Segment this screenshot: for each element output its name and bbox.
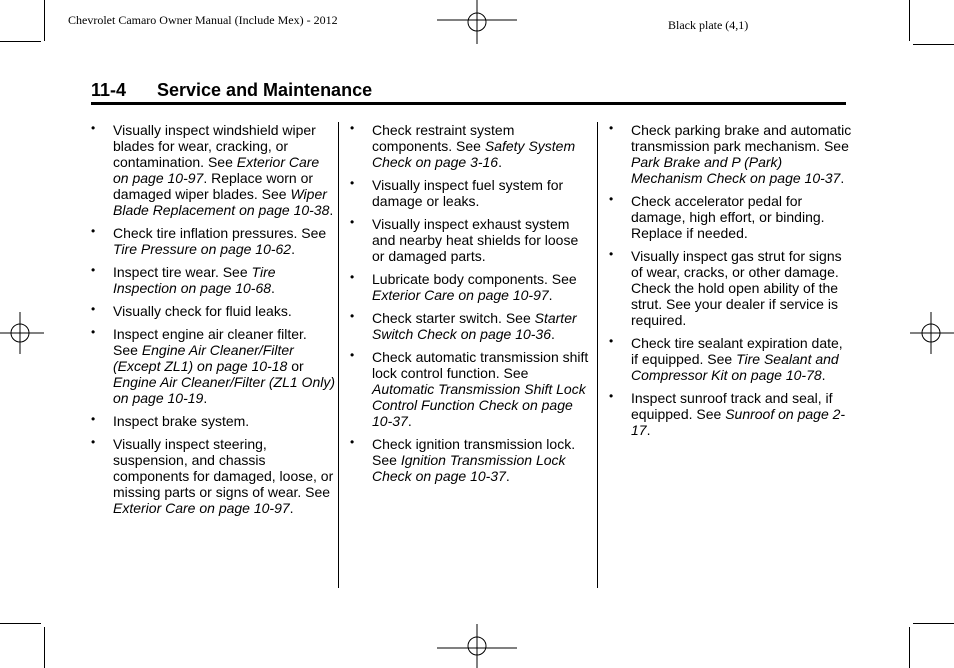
crop-mark bbox=[44, 0, 45, 41]
list-item-text: Check automatic transmission shift lock control function. See Automatic Transmission Shift Lock Control Function Check on page 10-37. bbox=[372, 349, 589, 429]
list-item-text: Inspect tire wear. See Tire Inspection on page 10-68. bbox=[113, 264, 276, 296]
bullet-icon: • bbox=[91, 263, 96, 277]
list-item-text: Inspect sunroof track and seal, if equipped. See Sunroof on page 2-17. bbox=[631, 390, 846, 438]
running-header-left: Chevrolet Camaro Owner Manual (Include Mex) - 2012 bbox=[68, 13, 338, 27]
list-item-text: Check parking brake and automatic transmission park mechanism. See Park Brake and P (Park) Mechanism Check on page 10-37. bbox=[631, 122, 852, 186]
bullet-icon: • bbox=[350, 348, 355, 362]
list-item bbox=[350, 270, 594, 303]
list-item-text: Visually inspect exhaust system and nearby heat shields for loose or damaged parts. bbox=[372, 216, 579, 264]
registration-mark-right bbox=[910, 312, 954, 354]
list-item bbox=[91, 224, 335, 257]
list-item bbox=[91, 263, 335, 296]
bullet-icon: • bbox=[91, 325, 96, 339]
registration-mark-bottom bbox=[437, 624, 517, 668]
bullet-icon: • bbox=[350, 435, 355, 449]
heading-rule bbox=[91, 102, 846, 105]
registration-mark-left bbox=[0, 312, 44, 354]
list-item-text: Check accelerator pedal for damage, high effort, or binding. Replace if needed. bbox=[631, 193, 825, 241]
list-item bbox=[350, 176, 594, 209]
list-item-text: Check ignition transmission lock. See Ignition Transmission Lock Check on page 10-37. bbox=[372, 436, 576, 484]
bullet-icon: • bbox=[350, 309, 355, 323]
crop-mark bbox=[913, 623, 954, 624]
text-column-1 bbox=[91, 121, 336, 516]
bullet-icon: • bbox=[350, 176, 355, 190]
list-item-text: Check restraint system components. See Safety System Check on page 3-16. bbox=[372, 122, 576, 170]
list-item bbox=[350, 215, 594, 264]
list-item-text: Check tire inflation pressures. See Tire Pressure on page 10-62. bbox=[113, 225, 327, 257]
section-heading bbox=[91, 80, 372, 101]
section-number: 11-4 bbox=[91, 80, 127, 100]
text-column-2 bbox=[350, 121, 594, 484]
list-item bbox=[91, 412, 335, 429]
list-item bbox=[91, 302, 335, 319]
bullet-icon: • bbox=[609, 389, 614, 403]
list-item-text: Visually inspect fuel system for damage or leaks. bbox=[372, 177, 564, 209]
list-item bbox=[350, 121, 594, 170]
bullet-icon: • bbox=[350, 215, 355, 229]
list-item bbox=[350, 309, 594, 342]
bullet-icon: • bbox=[91, 302, 96, 316]
list-item-text: Visually inspect steering, suspension, and chassis components for damaged, loose, or missing parts or signs of wear. See Exterior Care on page 10-97. bbox=[113, 436, 334, 516]
bullet-icon: • bbox=[91, 121, 96, 135]
crop-mark bbox=[909, 627, 910, 668]
list-item bbox=[350, 348, 594, 429]
list-item-text: Visually inspect windshield wiper blades for wear, cracking, or contamination. See Exterior Care on page 10-97. Replace worn or damaged wiper blades. See Wiper Blade Replacement on page 10-38. bbox=[113, 122, 334, 218]
text-column-3 bbox=[609, 121, 853, 438]
list-item bbox=[91, 121, 335, 218]
bullet-icon: • bbox=[609, 192, 614, 206]
column-divider bbox=[597, 122, 598, 588]
list-item-text: Visually inspect gas strut for signs of wear, cracks, or other damage. Check the hold open ability of the strut. See your dealer if service is required. bbox=[631, 248, 842, 328]
bullet-icon: • bbox=[91, 224, 96, 238]
section-title: Service and Maintenance bbox=[157, 80, 373, 100]
list-item bbox=[350, 435, 594, 484]
list-item bbox=[609, 334, 853, 383]
list-item-text: Visually check for fluid leaks. bbox=[113, 303, 292, 319]
list-item-text: Lubricate body components. See Exterior Care on page 10-97. bbox=[372, 271, 577, 303]
list-item bbox=[609, 121, 853, 186]
list-item-text: Check tire sealant expiration date, if equipped. See Tire Sealant and Compressor Kit on page 10-78. bbox=[631, 335, 843, 383]
bullet-icon: • bbox=[609, 247, 614, 261]
bullet-icon: • bbox=[609, 334, 614, 348]
bullet-icon: • bbox=[609, 121, 614, 135]
crop-mark bbox=[44, 627, 45, 668]
list-item bbox=[609, 389, 853, 438]
list-item-text: Inspect brake system. bbox=[113, 413, 250, 429]
bullet-icon: • bbox=[350, 270, 355, 284]
crop-mark bbox=[909, 0, 910, 41]
list-item-text: Inspect engine air cleaner filter. See Engine Air Cleaner/Filter (Except ZL1) on page 10-18 or Engine Air Cleaner/Filter (ZL1 Only) on page 10-19. bbox=[113, 326, 336, 406]
registration-mark-top bbox=[437, 0, 517, 44]
crop-mark bbox=[913, 44, 954, 45]
bullet-icon: • bbox=[91, 412, 96, 426]
bullet-icon: • bbox=[91, 435, 96, 449]
column-divider bbox=[338, 122, 339, 588]
list-item bbox=[609, 247, 853, 328]
list-item bbox=[91, 325, 336, 406]
bullet-icon: • bbox=[350, 121, 355, 135]
list-item bbox=[91, 435, 335, 516]
crop-mark bbox=[0, 623, 41, 624]
running-header-right: Black plate (4,1) bbox=[668, 18, 749, 32]
crop-mark bbox=[0, 41, 41, 42]
list-item-text: Check starter switch. See Starter Switch Check on page 10-36. bbox=[372, 310, 577, 342]
list-item bbox=[609, 192, 853, 241]
